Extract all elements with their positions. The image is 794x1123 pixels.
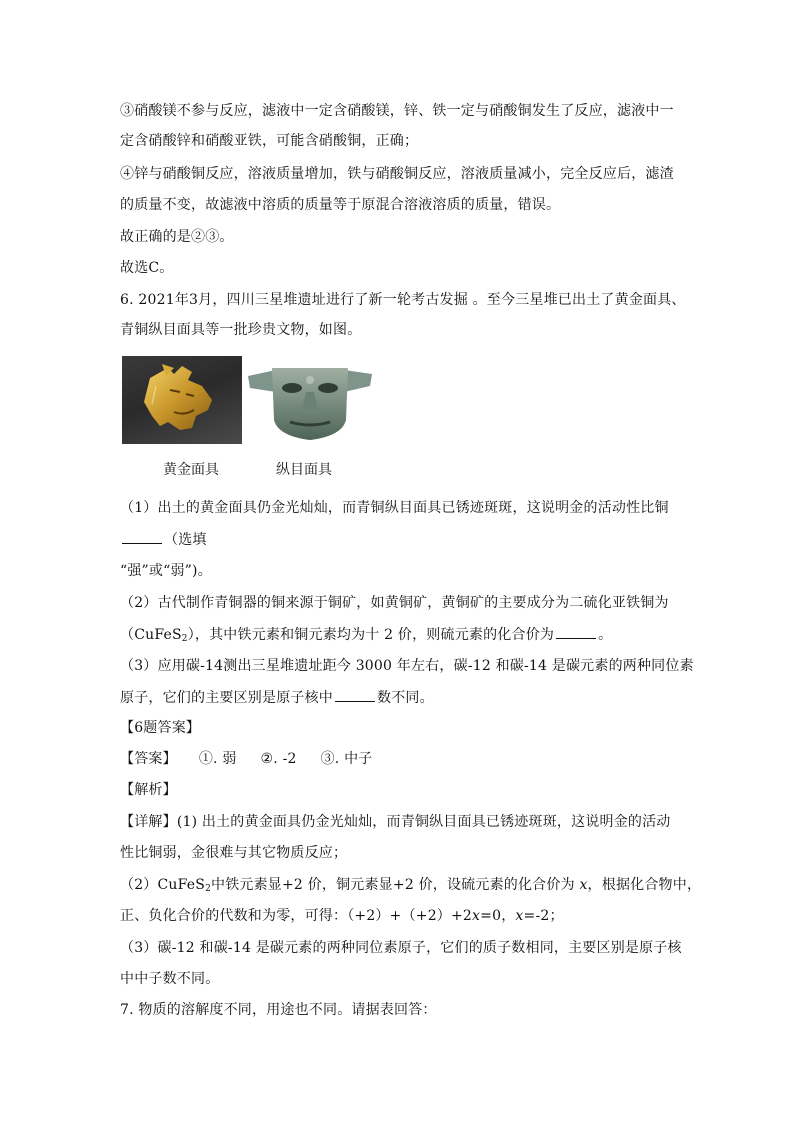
- q1-hint: （选填: [164, 532, 207, 548]
- question-6-stem: 青铜纵目面具等一批珍贵文物，如图。: [120, 322, 362, 338]
- sub-question-1: “强”或“弱”)。: [120, 563, 212, 579]
- detail-text: 中铁元素显+2 价，铜元素显+2 价，设硫元素的化合价为: [211, 877, 580, 893]
- detail-line: 中中子数不同。: [120, 971, 220, 987]
- text-line: ④锌与硝酸铜反应，溶液质量增加，铁与硝酸铜反应，溶液质量减小，完全反应后，滤渣: [120, 166, 674, 182]
- text-line: 故选C。: [120, 260, 174, 276]
- detail-text: 正、负化合价的代数和为零，可得：（+2）+（+2）+2: [120, 908, 473, 924]
- detail-text: =0，: [480, 908, 516, 924]
- text-line: 的质量不变，故滤液中溶质的质量等于原混合溶液溶质的质量，错误。: [120, 197, 561, 213]
- text-line: 定含硝酸锌和硝酸亚铁，可能含硝酸铜，正确；: [120, 133, 419, 149]
- analysis-header: 【解析】: [120, 782, 177, 798]
- question-7-stem: 7. 物质的溶解度不同，用途也不同。请据表回答：: [120, 1002, 437, 1018]
- detail-line: （3）碳-12 和碳-14 是碳元素的两种同位素原子，它们的质子数相同，主要区别是原子核: [120, 940, 682, 956]
- answer-line: [120, 749, 373, 769]
- gold-mask-caption: 黄金面具: [163, 462, 219, 478]
- sub-question-1: [120, 529, 207, 550]
- detail-label: 【详解】: [120, 814, 177, 830]
- question-6-stem: 6. 2021年3月，四川三星堆遗址进行了新一轮考古发掘 。至今三星堆已出土了黄金面具、: [120, 292, 686, 308]
- text-line: 故正确的是②③。: [120, 229, 234, 245]
- sub-question-2: [120, 624, 612, 649]
- detail-text: =-2；: [523, 908, 564, 924]
- formula-text: （CuFeS: [120, 627, 182, 643]
- formula-subscript: 2: [181, 634, 188, 644]
- detail-line: [120, 812, 671, 832]
- variable-x: x: [472, 908, 481, 924]
- answer-2: ②. -2: [260, 751, 297, 767]
- q2-end: 。: [598, 627, 613, 643]
- detail-line: [120, 906, 564, 926]
- sub-question-3: （3）应用碳-14测出三星堆遗址距今 3000 年左右，碳-12 和碳-14 是碳元素的两种同位素: [120, 658, 694, 674]
- answer-blank: [122, 529, 162, 544]
- detail-text: ，根据化合物中，: [587, 877, 702, 893]
- detail-text: (1) 出土的黄金面具仍金光灿灿，而青铜纵目面具已锈迹斑斑，这说明金的活动: [176, 814, 671, 830]
- detail-line: 性比铜弱，金很难与其它物质反应；: [120, 845, 348, 861]
- bronze-mask-caption: 纵目面具: [276, 462, 332, 478]
- sub-question-2: （2）古代制作青铜器的铜来源于铜矿，如黄铜矿，黄铜矿的主要成分为二硫化亚铁铜为: [120, 595, 669, 611]
- q3-end: 数不同。: [377, 690, 434, 706]
- gold-mask-image: [122, 356, 242, 444]
- answer-3: ③. 中子: [320, 751, 373, 767]
- variable-x: x: [579, 877, 588, 893]
- q3-text: 原子，它们的主要区别是原子核中: [120, 690, 333, 706]
- bronze-mask-image: [246, 362, 374, 444]
- sub-question-1: （1）出土的黄金面具仍金光灿灿，而青铜纵目面具已锈迹斑斑，这说明金的活动性比铜: [120, 500, 669, 516]
- answer-1: ①. 弱: [198, 751, 237, 767]
- formula-subscript: 2: [205, 884, 211, 894]
- detail-text: （2）CuFeS: [120, 877, 206, 893]
- answer-header: 【6题答案】: [120, 720, 201, 736]
- sub-question-3: [120, 687, 434, 708]
- answer-blank: [335, 687, 375, 702]
- detail-line: [120, 875, 701, 899]
- answer-blank: [556, 624, 596, 639]
- answer-label: 【答案】: [120, 751, 177, 767]
- text-line: ③硝酸镁不参与反应，滤液中一定含硝酸镁，锌、铁一定与硝酸铜发生了反应，滤液中一: [120, 103, 674, 119]
- variable-x: x: [515, 908, 524, 924]
- q2-text: ），其中铁元素和铜元素均为十 2 价，则硫元素的化合价为: [187, 627, 555, 643]
